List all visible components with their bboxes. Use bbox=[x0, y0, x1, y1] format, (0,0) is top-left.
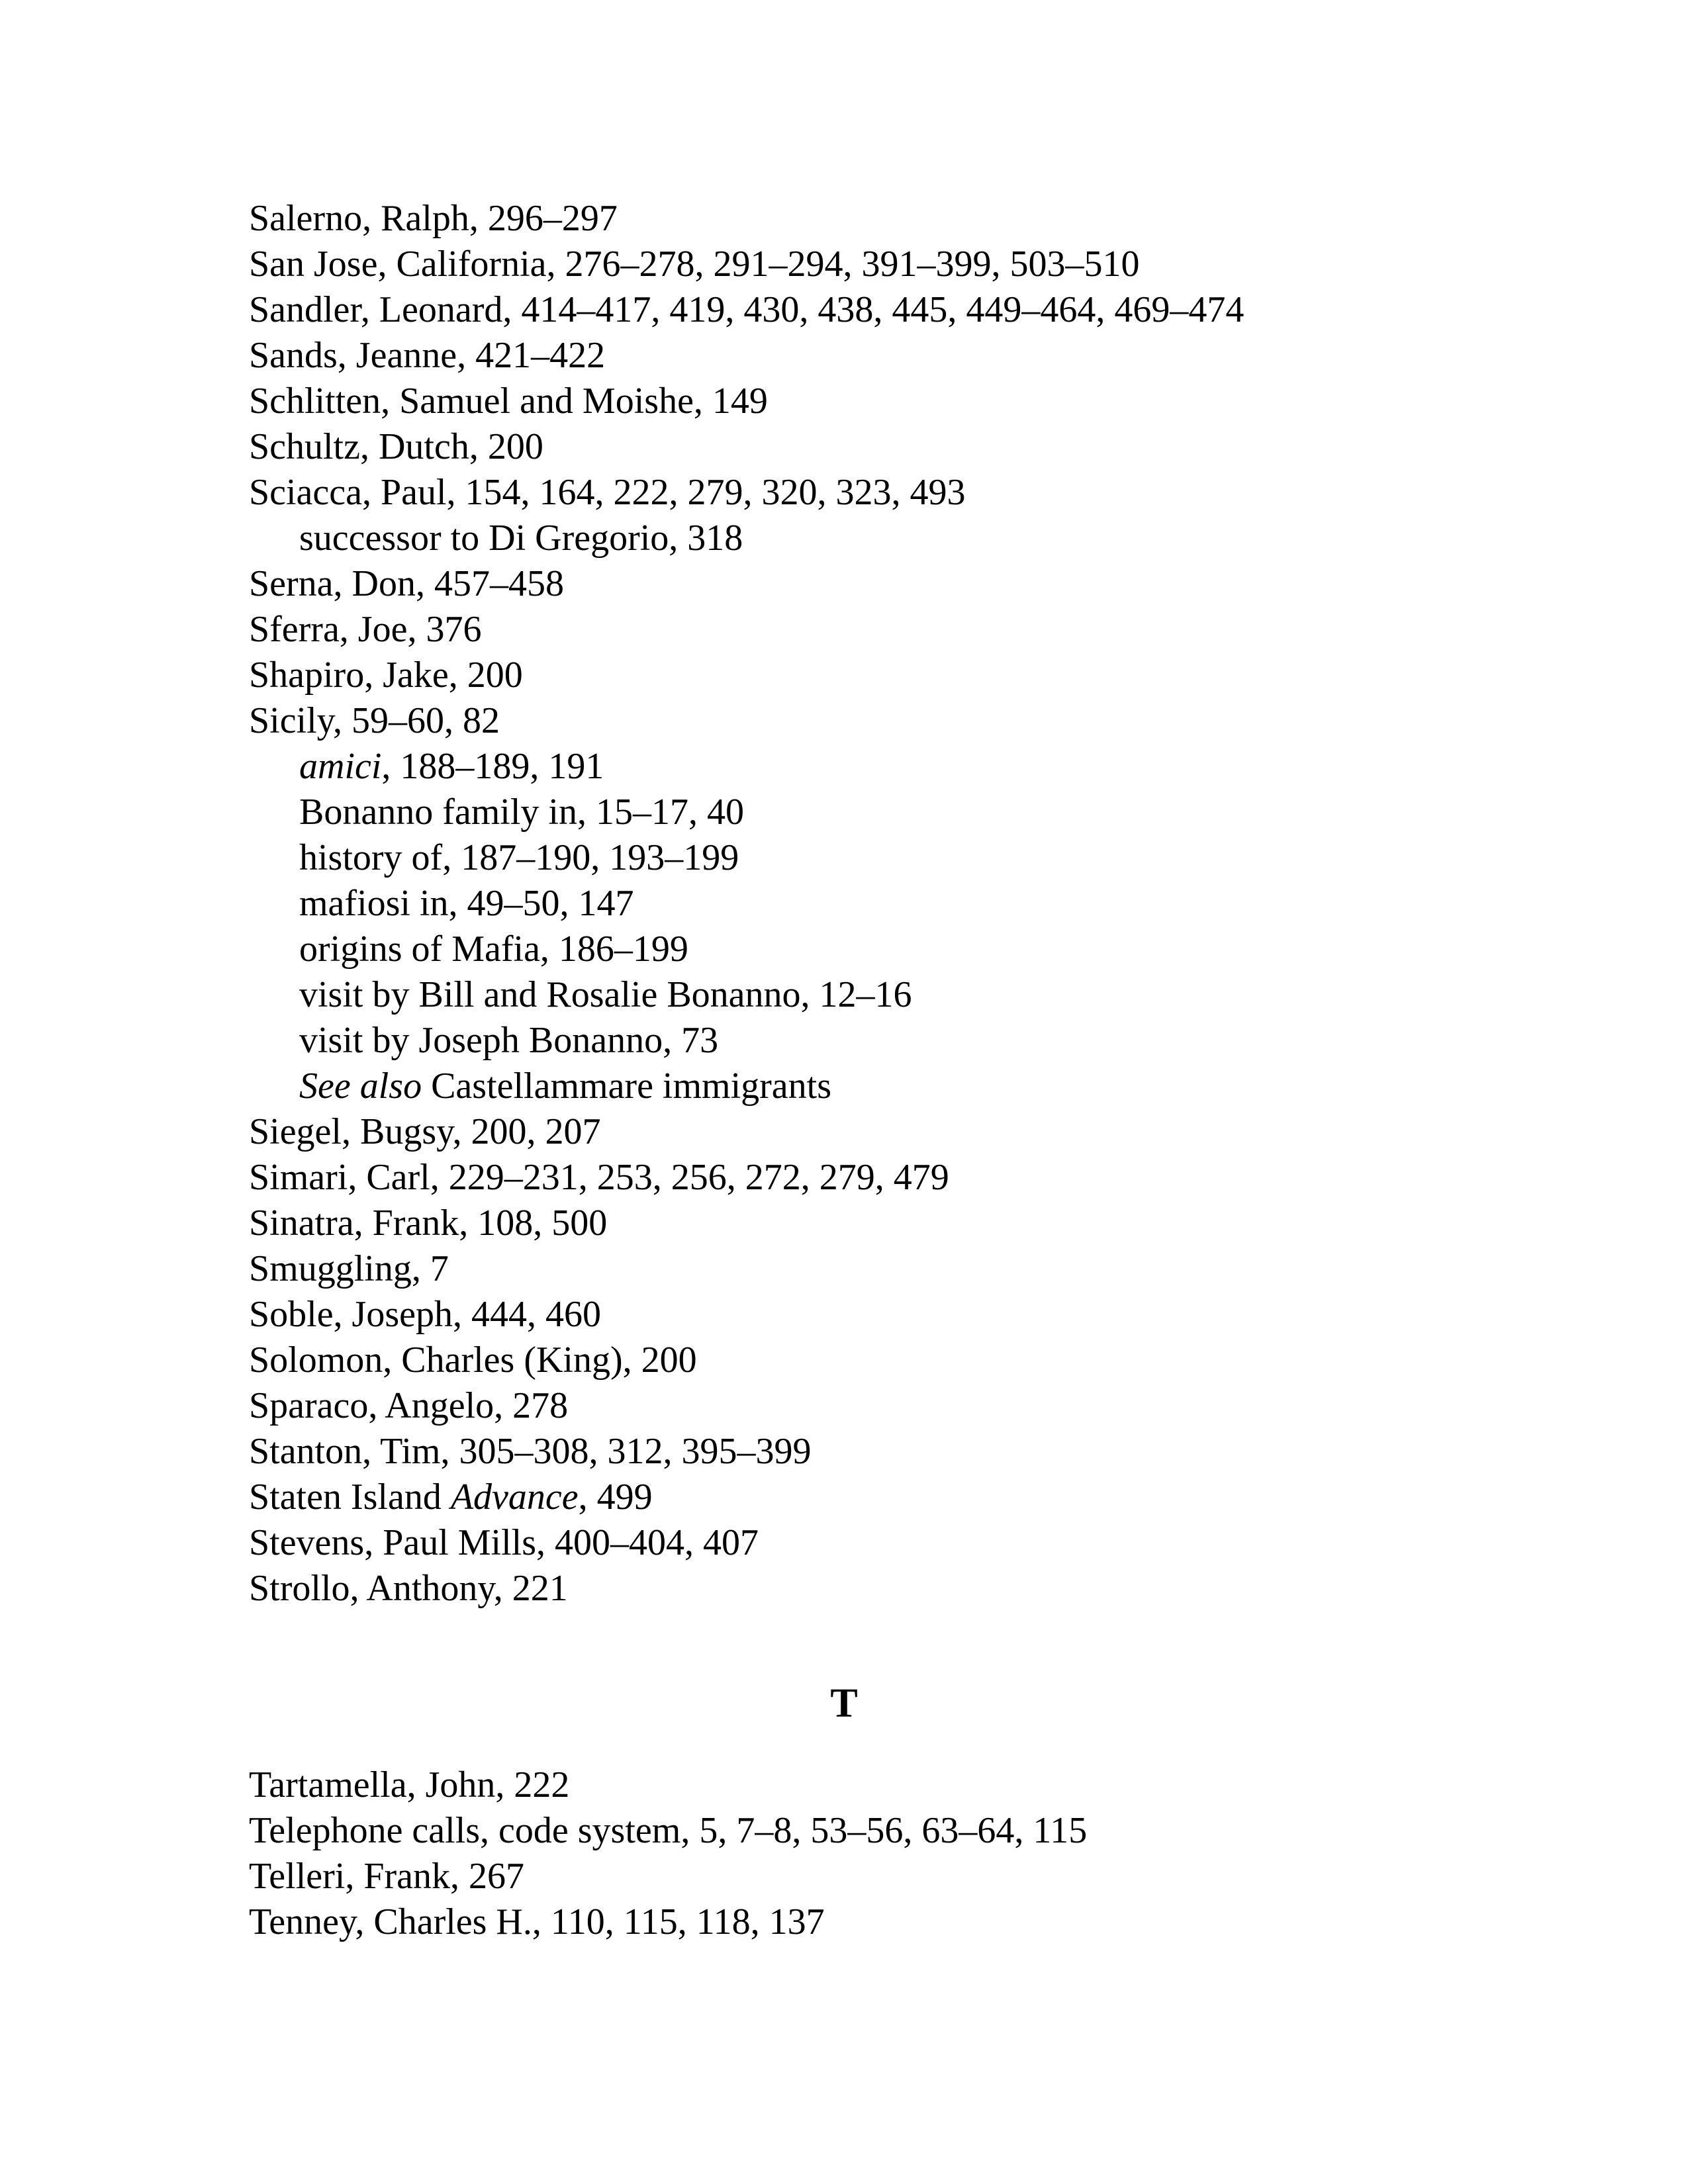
index-entry-text: Telephone calls, code system, 5, 7–8, 53–56, 63–64, 115 bbox=[249, 1810, 1088, 1851]
index-subentry bbox=[249, 516, 1573, 561]
index-entry bbox=[249, 1475, 1573, 1520]
index-entry-text: successor to Di Gregorio, 318 bbox=[299, 518, 743, 559]
index-entry-text: Stevens, Paul Mills, 400–404, 407 bbox=[249, 1522, 759, 1563]
index-subentry bbox=[249, 790, 1573, 835]
index-entry-text: Solomon, Charles (King), 200 bbox=[249, 1340, 697, 1381]
index-section-t bbox=[249, 1762, 1573, 1945]
index-entry bbox=[249, 287, 1573, 333]
index-entry-text: , 188–189, 191 bbox=[381, 746, 604, 787]
index-entry bbox=[249, 1246, 1573, 1292]
index-entry-text: Siegel, Bugsy, 200, 207 bbox=[249, 1111, 601, 1152]
index-subentry bbox=[249, 1064, 1573, 1109]
index-entry-italic-text: Advance bbox=[450, 1477, 579, 1518]
index-subentry bbox=[249, 744, 1573, 790]
index-entry bbox=[249, 698, 1573, 744]
index-entry bbox=[249, 1292, 1573, 1338]
index-entry-text: Schlitten, Samuel and Moishe, 149 bbox=[249, 381, 768, 422]
index-entry-text: Sparaco, Angelo, 278 bbox=[249, 1385, 569, 1426]
index-entry-text: Schultz, Dutch, 200 bbox=[249, 426, 543, 467]
index-entry bbox=[249, 1109, 1573, 1155]
index-entry-text: Sicily, 59–60, 82 bbox=[249, 700, 500, 741]
index-entry-text: history of, 187–190, 193–199 bbox=[299, 837, 739, 878]
index-entry-text: Stanton, Tim, 305–308, 312, 395–399 bbox=[249, 1431, 812, 1472]
index-subentry bbox=[249, 972, 1573, 1018]
index-subentry bbox=[249, 835, 1573, 881]
index-entry bbox=[249, 1338, 1573, 1383]
index-entry-text: mafiosi in, 49–50, 147 bbox=[299, 883, 634, 924]
index-entry bbox=[249, 242, 1573, 287]
index-entry-text: Simari, Carl, 229–231, 253, 256, 272, 279, 479 bbox=[249, 1157, 949, 1198]
index-entry bbox=[249, 1520, 1573, 1566]
index-entry bbox=[249, 1566, 1573, 1612]
index-entry-text: Sandler, Leonard, 414–417, 419, 430, 438, 445, 449–464, 469–474 bbox=[249, 289, 1244, 330]
index-entry-text: Sands, Jeanne, 421–422 bbox=[249, 335, 606, 376]
index-subentry bbox=[249, 927, 1573, 972]
index-entry-text: San Jose, California, 276–278, 291–294, 391–399, 503–510 bbox=[249, 244, 1140, 285]
index-subentry bbox=[249, 881, 1573, 927]
index-entry-text: Castellammare immigrants bbox=[422, 1066, 832, 1107]
index-entry-text: visit by Joseph Bonanno, 73 bbox=[299, 1020, 719, 1061]
index-entry bbox=[249, 653, 1573, 698]
index-entry bbox=[249, 1899, 1573, 1945]
index-entry-italic-text: See also bbox=[299, 1066, 422, 1107]
index-entry bbox=[249, 1155, 1573, 1201]
index-entry bbox=[249, 1808, 1573, 1854]
index-entry bbox=[249, 1854, 1573, 1899]
index-entry-text: visit by Bill and Rosalie Bonanno, 12–16 bbox=[299, 974, 912, 1015]
section-letter-heading: T bbox=[830, 1681, 858, 1726]
index-entry-text: Serna, Don, 457–458 bbox=[249, 563, 564, 604]
index-entry-text: Sferra, Joe, 376 bbox=[249, 609, 482, 650]
index-entry-text: Salerno, Ralph, 296–297 bbox=[249, 198, 618, 239]
index-entry bbox=[249, 607, 1573, 653]
index-entry bbox=[249, 1201, 1573, 1246]
index-entry bbox=[249, 424, 1573, 470]
index-subentry bbox=[249, 1018, 1573, 1064]
index-entry bbox=[249, 379, 1573, 424]
index-entry bbox=[249, 561, 1573, 607]
index-entry-text: Strollo, Anthony, 221 bbox=[249, 1568, 568, 1609]
index-entry-text: Staten Island bbox=[249, 1477, 451, 1518]
index-entry-text: , 499 bbox=[578, 1477, 653, 1518]
index-entry-text: Tenney, Charles H., 110, 115, 118, 137 bbox=[249, 1901, 825, 1942]
index-entry bbox=[249, 470, 1573, 516]
index-entry bbox=[249, 1762, 1573, 1808]
index-entry-text: Telleri, Frank, 267 bbox=[249, 1856, 524, 1897]
index-entry-text: Sciacca, Paul, 154, 164, 222, 279, 320, 323, 493 bbox=[249, 472, 966, 513]
index-section-s bbox=[249, 196, 1573, 1612]
index-entry bbox=[249, 1383, 1573, 1429]
index-entry bbox=[249, 333, 1573, 379]
index-entry-text: Tartamella, John, 222 bbox=[249, 1764, 570, 1805]
index-entry-text: Shapiro, Jake, 200 bbox=[249, 655, 523, 696]
index-entry-text: origins of Mafia, 186–199 bbox=[299, 929, 688, 970]
index-entry-text: Bonanno family in, 15–17, 40 bbox=[299, 792, 744, 833]
index-entry-text: Soble, Joseph, 444, 460 bbox=[249, 1294, 601, 1335]
index-entry-text: Sinatra, Frank, 108, 500 bbox=[249, 1203, 608, 1244]
index-entry-text: Smuggling, 7 bbox=[249, 1248, 449, 1289]
index-entry bbox=[249, 196, 1573, 242]
index-entry bbox=[249, 1429, 1573, 1475]
index-entry-italic-text: amici bbox=[299, 746, 382, 787]
